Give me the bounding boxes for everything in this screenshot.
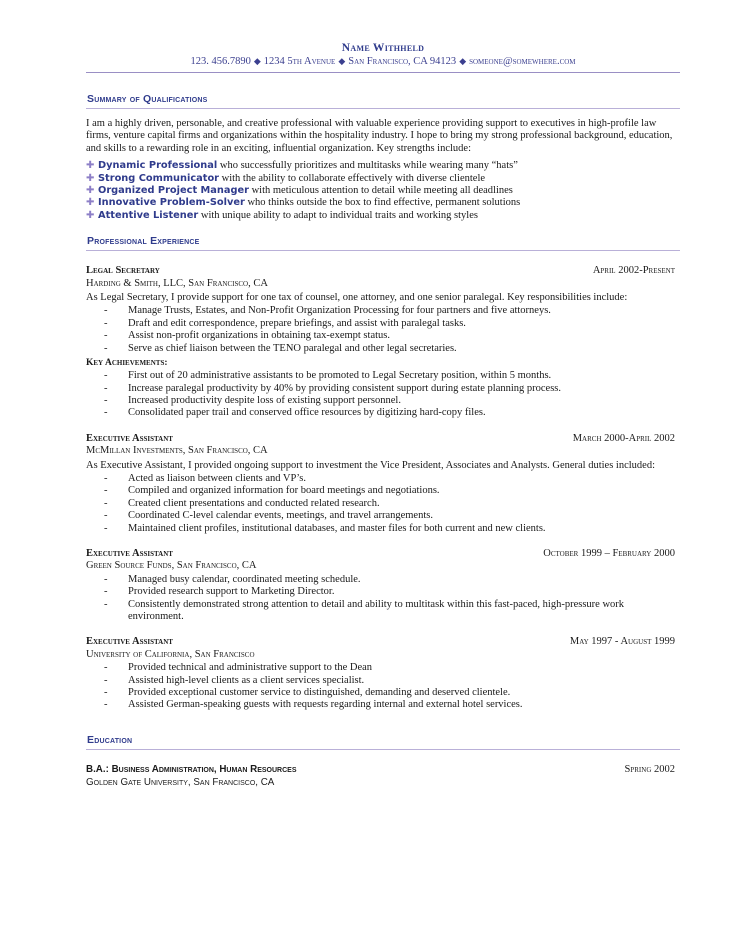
duty-item: - Assisted high-level clients as a client services specialist. <box>104 675 680 687</box>
job-company: Green Source Funds, San Francisco, CA <box>86 560 257 572</box>
duty-item: - Manage Trusts, Estates, and Non-Profit Organization Processing for four partners and five attorneys. <box>104 305 680 317</box>
job-header <box>86 433 680 445</box>
jobs-list <box>86 265 680 712</box>
strength-key: Dynamic Professional <box>98 160 218 172</box>
education-divider <box>86 749 680 750</box>
duty-item: - Managed busy calendar, coordinated meeting schedule. <box>104 574 680 586</box>
job-entry <box>86 433 680 535</box>
strength-item <box>86 173 680 185</box>
strength-key: Strong Communicator <box>98 172 220 184</box>
job-entry <box>86 265 680 419</box>
achievement-item: - First out of 20 administrative assistants to be promoted to Legal Secretary position, within 5 months. <box>104 370 680 382</box>
job-entry <box>86 548 680 623</box>
strength-text: who thinks outside the box to find effective, permanent solutions <box>244 197 521 209</box>
strength-text: who successfully prioritizes and multitasks while wearing many “hats” <box>217 160 518 172</box>
street-address: 1234 5th Avenue <box>263 56 336 67</box>
duty-item: - Compiled and organized information for board meetings and negotiations. <box>104 485 680 497</box>
strength-item <box>86 185 680 197</box>
duty-item: - Coordinated C-level calendar events, meetings, and travel arrangements. <box>104 510 680 522</box>
job-date: March 2000-April 2002 <box>572 432 675 444</box>
education-heading: Education <box>87 733 133 746</box>
duties-list <box>86 662 680 712</box>
job-company: University of California, San Francisco <box>86 648 255 660</box>
summary-intro: I am a highly driven, personable, and creative professional with valuable experience providing support to executives in high-profile law firms, venture capital firms and organizations within the hospitality industry. I hope to bring my strong professional background, education, and skills to a rewarding role in an exciting, influential organization. Key strengths include: <box>86 118 673 154</box>
duty-item: - Acted as liaison between clients and VP’s. <box>104 473 680 485</box>
city-address: San Francisco, CA 94123 <box>348 56 457 67</box>
strength-text: with unique ability to adapt to individual traits and working styles <box>198 209 478 221</box>
duty-item: - Assisted German-speaking guests with requests regarding internal and external hotel services. <box>104 699 680 711</box>
job-title: Executive Assistant <box>86 432 173 444</box>
plus-icon: ✚ <box>86 197 95 209</box>
summary-divider <box>86 108 680 109</box>
phone-number: 123. 456.7890 <box>190 56 251 67</box>
experience-heading: Professional Experience <box>87 235 200 248</box>
summary-heading: Summary of Qualifications <box>87 93 208 105</box>
experience-divider <box>86 250 680 251</box>
duty-item: - Provided research support to Marketing Director. <box>104 586 680 598</box>
education-header <box>86 764 680 776</box>
job-company: Harding & Smith, LLC, San Francisco, CA <box>86 277 268 289</box>
achievements-list <box>86 370 680 420</box>
strength-key: Attentive Listener <box>98 209 199 221</box>
job-date: April 2002-Present <box>592 265 675 277</box>
diamond-icon: ◆ <box>338 56 346 66</box>
job-title: Legal Secretary <box>86 265 160 277</box>
job-header <box>86 265 680 277</box>
duty-item: - Provided technical and administrative support to the Dean <box>104 662 680 674</box>
strength-text: with meticulous attention to detail while meeting all deadlines <box>248 185 513 197</box>
duty-item: - Assist non-profit organizations in obtaining tax-exempt status. <box>104 330 680 342</box>
duty-item: - Provided exceptional customer service to distinguished, demanding and deserved clientele. <box>104 687 680 699</box>
header-divider <box>86 72 680 73</box>
duty-item: - Maintained client profiles, institutional databases, and master files for both current and new clients. <box>104 523 680 535</box>
job-title: Executive Assistant <box>86 636 173 648</box>
education-entry <box>86 764 680 789</box>
duty-item: - Draft and edit correspondence, prepare briefings, and assist with paralegal tasks. <box>104 318 680 330</box>
job-header <box>86 548 680 560</box>
duty-item: - Created client presentations and conducted related research. <box>104 498 680 510</box>
achievement-item: - Consolidated paper trail and conserved office resources by digitizing hard-copy files. <box>104 407 680 419</box>
job-header <box>86 636 680 648</box>
diamond-icon: ◆ <box>459 56 467 66</box>
duties-list <box>86 305 680 355</box>
duties-list <box>86 574 680 624</box>
contact-line <box>86 56 680 67</box>
strength-item <box>86 197 680 209</box>
strength-key: Innovative Problem-Solver <box>98 197 245 209</box>
degree: B.A.: Business Administration, Human Resources <box>86 763 297 775</box>
resume-header <box>0 0 736 73</box>
job-company: McMillan Investments, San Francisco, CA <box>86 445 268 457</box>
strength-key: Organized Project Manager <box>98 185 249 197</box>
candidate-name: Name Withheld <box>341 42 425 54</box>
achievement-item: - Increased productivity despite loss of existing support personnel. <box>104 395 680 407</box>
job-entry <box>86 636 680 711</box>
plus-icon: ✚ <box>86 172 95 184</box>
achievements-label: Key Achievements: <box>86 358 168 369</box>
strength-text: with the ability to collaborate effectively with diverse clientele <box>219 172 486 184</box>
duties-list <box>86 473 680 535</box>
education-date: Spring 2002 <box>624 763 675 775</box>
school: Golden Gate University, San Francisco, CA <box>86 777 275 789</box>
strength-item <box>86 210 680 222</box>
job-date: May 1997 - August 1999 <box>569 636 675 648</box>
duty-item: - Serve as chief liaison between the TENO paralegal and other legal secretaries. <box>104 343 680 355</box>
plus-icon: ✚ <box>86 209 95 221</box>
duty-item: - Consistently demonstrated strong attention to detail and ability to multitask within this fast-paced, high-pressure work environment. <box>104 599 680 624</box>
strength-item <box>86 160 680 172</box>
plus-icon: ✚ <box>86 185 95 197</box>
achievement-item: - Increase paralegal productivity by 40% by providing consistent support during estate planning process. <box>104 383 680 395</box>
job-intro: As Executive Assistant, I provided ongoing support to investment the Vice President, Associates and Analysts. General duties included: <box>86 459 655 471</box>
diamond-icon: ◆ <box>253 56 261 66</box>
plus-icon: ✚ <box>86 160 95 172</box>
strengths-list <box>86 160 680 222</box>
job-title: Executive Assistant <box>86 547 173 559</box>
job-intro: As Legal Secretary, I provide support for one tax of counsel, one attorney, and one senior paralegal. Key responsibilities include: <box>86 292 628 304</box>
email-address[interactable]: someone@somewhere.com <box>469 56 576 67</box>
job-date: October 1999 – February 2000 <box>543 547 675 559</box>
